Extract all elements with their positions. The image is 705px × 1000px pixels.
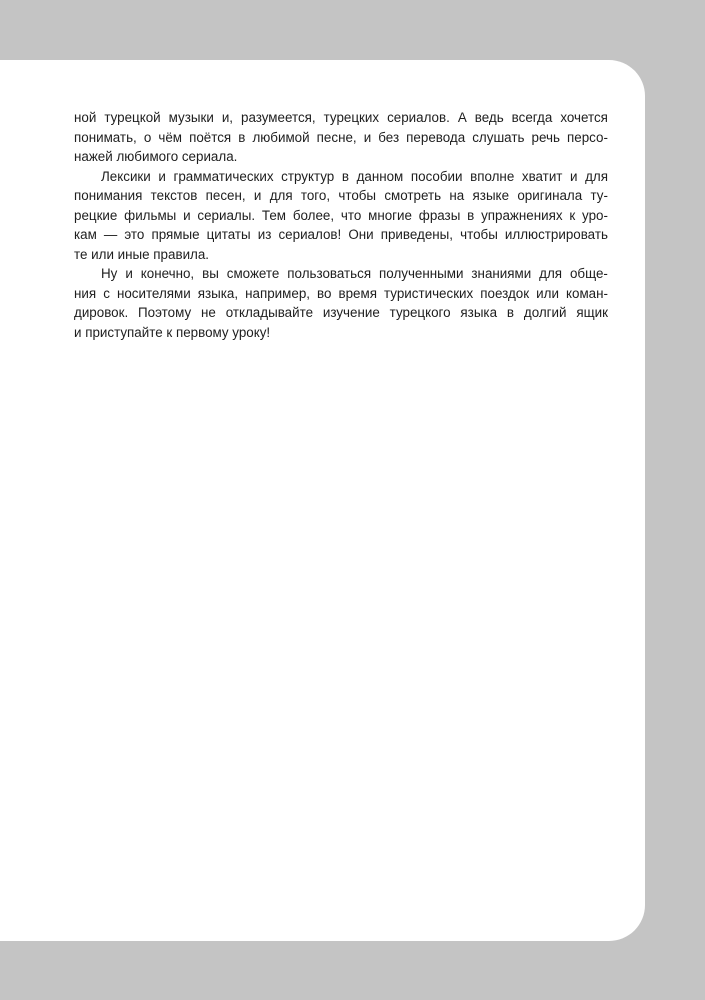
word: песне, bbox=[316, 129, 357, 145]
word: например, bbox=[245, 285, 310, 301]
word: носителями bbox=[116, 285, 191, 301]
word: ящик bbox=[576, 305, 608, 320]
word: цитаты bbox=[206, 227, 251, 242]
word: того, bbox=[300, 188, 331, 203]
word: всегда bbox=[511, 110, 553, 125]
word: в bbox=[467, 207, 475, 223]
word: сериалов! bbox=[278, 227, 342, 242]
word: — bbox=[103, 227, 118, 242]
word: ту- bbox=[590, 188, 608, 203]
word: грамматических bbox=[173, 168, 274, 184]
word: это bbox=[124, 227, 145, 242]
word: текстов bbox=[150, 188, 198, 203]
word: знаниями bbox=[471, 266, 532, 281]
word: языке bbox=[472, 188, 510, 203]
word: и bbox=[363, 129, 372, 145]
word: в bbox=[341, 168, 349, 184]
word: туристических bbox=[384, 285, 474, 301]
word: Ну bbox=[101, 266, 118, 281]
word: и bbox=[183, 207, 191, 223]
word: рецкие bbox=[74, 207, 118, 223]
word: данном bbox=[356, 168, 404, 184]
word: время bbox=[338, 285, 377, 301]
word: ной bbox=[74, 110, 97, 125]
word: коман- bbox=[565, 285, 608, 301]
word: для bbox=[585, 168, 608, 184]
word: поётся bbox=[189, 129, 232, 145]
word: Поэтому bbox=[138, 305, 192, 320]
word: без bbox=[378, 129, 400, 145]
word: для bbox=[539, 266, 563, 281]
word: дировок. bbox=[74, 305, 129, 320]
word: слушать bbox=[472, 129, 525, 145]
word: и bbox=[125, 266, 133, 281]
word: турецкого bbox=[389, 305, 451, 320]
word: полученными bbox=[379, 266, 464, 281]
word: вы bbox=[202, 266, 219, 281]
word: о bbox=[143, 129, 152, 145]
word: в bbox=[506, 305, 515, 320]
word: структур bbox=[281, 168, 335, 184]
word: турецкой bbox=[104, 110, 161, 125]
text-line bbox=[74, 108, 608, 128]
word: приведены, bbox=[380, 227, 454, 242]
word: вполне bbox=[470, 168, 515, 184]
word: понимания bbox=[74, 188, 143, 203]
word: многие bbox=[368, 207, 412, 223]
text-line: те или иные правила. bbox=[74, 246, 210, 262]
word: Тем bbox=[261, 207, 286, 223]
word: смотреть bbox=[384, 188, 442, 203]
text-line bbox=[74, 264, 608, 284]
word: хочется bbox=[560, 110, 608, 125]
word: что bbox=[340, 207, 362, 223]
word: языка bbox=[460, 305, 498, 320]
word: хватит bbox=[521, 168, 563, 184]
word: кам bbox=[74, 227, 97, 242]
word: Они bbox=[348, 227, 374, 242]
word: музыки bbox=[168, 110, 214, 125]
word: чтобы bbox=[460, 227, 498, 242]
word: фильмы bbox=[124, 207, 177, 223]
word: пособии bbox=[410, 168, 463, 184]
word: изучение bbox=[322, 305, 380, 320]
word: и, bbox=[221, 110, 234, 125]
word: сможете bbox=[226, 266, 280, 281]
word: любимой bbox=[252, 129, 310, 145]
word: к bbox=[569, 207, 576, 223]
text-line bbox=[74, 206, 608, 226]
word: ния bbox=[74, 285, 97, 301]
text-line bbox=[74, 167, 608, 187]
word: иллюстрировать bbox=[504, 227, 608, 242]
word: оригинала bbox=[517, 188, 583, 203]
word: прямые bbox=[151, 227, 200, 242]
word: перевода bbox=[406, 129, 466, 145]
word: Лексики bbox=[101, 168, 151, 184]
word: уро- bbox=[582, 207, 608, 223]
word: или bbox=[536, 285, 559, 301]
word: из bbox=[257, 227, 272, 242]
word: обще- bbox=[569, 266, 608, 281]
word: откладывайте bbox=[225, 305, 314, 320]
word: упражнениях bbox=[481, 207, 563, 223]
text-line bbox=[74, 284, 608, 304]
word: поездок bbox=[480, 285, 530, 301]
word: чтобы bbox=[338, 188, 377, 203]
word: турецких bbox=[323, 110, 380, 125]
word: более, bbox=[292, 207, 335, 223]
word: чём bbox=[158, 129, 183, 145]
word: понимать, bbox=[74, 129, 137, 145]
word: с bbox=[103, 285, 110, 301]
word: для bbox=[269, 188, 293, 203]
word: разумеется, bbox=[241, 110, 316, 125]
word: А bbox=[457, 110, 467, 125]
text-line bbox=[74, 128, 608, 148]
text-line bbox=[74, 225, 608, 245]
word: и bbox=[158, 168, 166, 184]
word: не bbox=[201, 305, 216, 320]
word: на bbox=[449, 188, 465, 203]
text-line: и приступайте к первому уроку! bbox=[74, 324, 271, 340]
word: во bbox=[317, 285, 332, 301]
word: долгий bbox=[523, 305, 567, 320]
word: конечно, bbox=[140, 266, 195, 281]
word: песен, bbox=[205, 188, 246, 203]
word: в bbox=[238, 129, 246, 145]
word: фразы bbox=[418, 207, 461, 223]
word: сериалов. bbox=[387, 110, 450, 125]
word: пользоваться bbox=[287, 266, 372, 281]
word: сериалы. bbox=[197, 207, 256, 223]
text-line: нажей любимого сериала. bbox=[74, 149, 238, 164]
word: ведь bbox=[474, 110, 504, 125]
text-line bbox=[74, 303, 608, 323]
word: речь bbox=[531, 129, 560, 145]
word: языка, bbox=[197, 285, 239, 301]
text-line bbox=[74, 186, 608, 206]
word: и bbox=[253, 188, 262, 203]
word: и bbox=[570, 168, 578, 184]
body-text bbox=[74, 108, 608, 342]
word: персо- bbox=[567, 129, 608, 145]
